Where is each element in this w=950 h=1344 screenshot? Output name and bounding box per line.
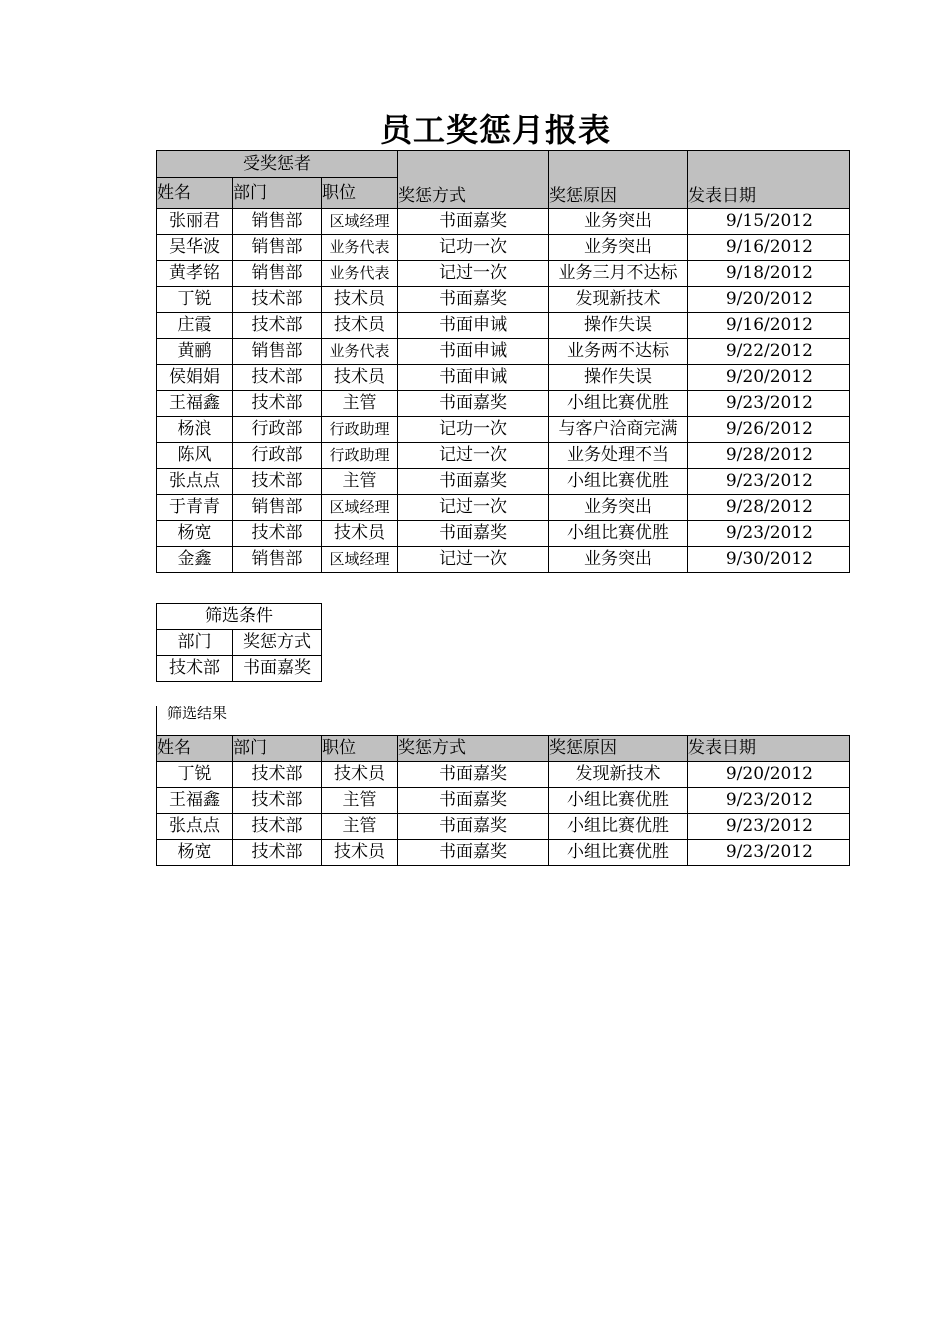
table-row [157,417,850,443]
cell-name: 庄霞 [157,313,233,339]
cell-name: 吴华波 [157,235,233,261]
cell-dept: 销售部 [233,547,322,573]
table-row [157,287,850,313]
table-row [157,814,850,840]
header-method: 奖惩方式 [398,151,549,209]
cell-position: 主管 [322,814,398,840]
cell-position: 技术员 [322,840,398,866]
filter-value-dept[interactable]: 技术部 [157,656,233,682]
filter-header-method: 奖惩方式 [233,630,322,656]
cell-reason: 操作失误 [549,313,688,339]
cell-dept: 技术部 [233,521,322,547]
filter-header-dept: 部门 [157,630,233,656]
group-header: 受奖惩者 [157,151,398,178]
cell-method: 书面申诫 [398,313,549,339]
table-row [157,762,850,788]
cell-method: 记过一次 [398,495,549,521]
cell-reason: 业务三月不达标 [549,261,688,287]
cell-name: 张点点 [157,469,233,495]
filter-criteria-table [156,603,322,682]
cell-method: 书面嘉奖 [398,287,549,313]
cell-dept: 行政部 [233,443,322,469]
result-header-method: 奖惩方式 [398,736,549,762]
cell-date: 9/23/2012 [688,788,850,814]
cell-dept: 销售部 [233,495,322,521]
cell-date: 9/23/2012 [688,840,850,866]
cell-dept: 技术部 [233,287,322,313]
header-reason: 奖惩原因 [549,151,688,209]
cell-method: 书面申诫 [398,365,549,391]
table-row [157,521,850,547]
cell-method: 记过一次 [398,547,549,573]
cell-name: 杨浪 [157,417,233,443]
cell-dept: 技术部 [233,788,322,814]
cell-method: 书面嘉奖 [398,762,549,788]
cell-date: 9/23/2012 [688,814,850,840]
cell-reason: 小组比赛优胜 [549,814,688,840]
table-row [157,339,850,365]
table-row [157,443,850,469]
result-header-position: 职位 [322,736,398,762]
cell-position: 技术员 [322,365,398,391]
cell-method: 书面嘉奖 [398,469,549,495]
cell-position: 主管 [322,391,398,417]
cell-name: 于青青 [157,495,233,521]
filter-value-method[interactable]: 书面嘉奖 [233,656,322,682]
cell-dept: 销售部 [233,209,322,235]
cell-method: 书面嘉奖 [398,840,549,866]
cell-position: 主管 [322,788,398,814]
cell-position: 区域经理 [322,209,398,235]
cell-dept: 技术部 [233,469,322,495]
cell-position: 区域经理 [322,495,398,521]
cell-method: 书面嘉奖 [398,814,549,840]
cell-date: 9/16/2012 [688,235,850,261]
result-label: 筛选结果 [156,706,237,736]
table-row [157,313,850,339]
cell-date: 9/28/2012 [688,443,850,469]
cell-method: 书面嘉奖 [398,788,549,814]
cell-reason: 业务两不达标 [549,339,688,365]
cell-name: 丁锐 [157,762,233,788]
table-row [157,547,850,573]
cell-dept: 技术部 [233,365,322,391]
cell-reason: 小组比赛优胜 [549,840,688,866]
cell-method: 记功一次 [398,235,549,261]
cell-position: 主管 [322,469,398,495]
cell-date: 9/15/2012 [688,209,850,235]
cell-name: 杨宽 [157,521,233,547]
cell-position: 业务代表 [322,339,398,365]
cell-name: 黄孝铭 [157,261,233,287]
header-dept: 部门 [233,178,322,209]
cell-method: 书面嘉奖 [398,209,549,235]
table-row [157,495,850,521]
cell-dept: 销售部 [233,261,322,287]
cell-date: 9/16/2012 [688,313,850,339]
cell-position: 技术员 [322,287,398,313]
cell-date: 9/20/2012 [688,365,850,391]
result-header-dept: 部门 [233,736,322,762]
cell-reason: 小组比赛优胜 [549,391,688,417]
cell-position: 技术员 [322,313,398,339]
cell-date: 9/28/2012 [688,495,850,521]
cell-reason: 小组比赛优胜 [549,788,688,814]
cell-date: 9/23/2012 [688,521,850,547]
cell-name: 金鑫 [157,547,233,573]
cell-position: 业务代表 [322,235,398,261]
cell-name: 黄鹂 [157,339,233,365]
cell-name: 丁锐 [157,287,233,313]
cell-reason: 发现新技术 [549,762,688,788]
cell-reason: 业务突出 [549,235,688,261]
cell-reason: 小组比赛优胜 [549,521,688,547]
cell-method: 记过一次 [398,443,549,469]
cell-date: 9/20/2012 [688,287,850,313]
cell-date: 9/18/2012 [688,261,850,287]
cell-position: 行政助理 [322,443,398,469]
result-header-date: 发表日期 [688,736,850,762]
table-row [157,235,850,261]
table-row [157,391,850,417]
header-name: 姓名 [157,178,233,209]
cell-dept: 技术部 [233,814,322,840]
cell-dept: 技术部 [233,840,322,866]
cell-name: 王福鑫 [157,788,233,814]
result-header-name: 姓名 [157,736,233,762]
cell-name: 杨宽 [157,840,233,866]
cell-reason: 操作失误 [549,365,688,391]
rewards-table [156,150,850,573]
cell-position: 业务代表 [322,261,398,287]
header-date: 发表日期 [688,151,850,209]
cell-date: 9/23/2012 [688,391,850,417]
cell-dept: 销售部 [233,235,322,261]
cell-position: 技术员 [322,762,398,788]
result-header-reason: 奖惩原因 [549,736,688,762]
cell-dept: 技术部 [233,762,322,788]
cell-method: 记功一次 [398,417,549,443]
filter-result-table [156,735,850,866]
cell-reason: 发现新技术 [549,287,688,313]
cell-position: 行政助理 [322,417,398,443]
cell-name: 王福鑫 [157,391,233,417]
cell-position: 区域经理 [322,547,398,573]
cell-reason: 小组比赛优胜 [549,469,688,495]
page-title: 员工奖惩月报表 [380,111,612,149]
cell-method: 书面嘉奖 [398,391,549,417]
cell-name: 陈风 [157,443,233,469]
cell-position: 技术员 [322,521,398,547]
filter-result-body [157,762,850,866]
table-row [157,261,850,287]
table-row [157,209,850,235]
cell-reason: 业务处理不当 [549,443,688,469]
cell-method: 书面申诫 [398,339,549,365]
cell-date: 9/20/2012 [688,762,850,788]
cell-date: 9/26/2012 [688,417,850,443]
cell-reason: 业务突出 [549,209,688,235]
cell-date: 9/23/2012 [688,469,850,495]
filter-title: 筛选条件 [157,604,322,630]
cell-dept: 行政部 [233,417,322,443]
cell-date: 9/30/2012 [688,547,850,573]
cell-name: 张点点 [157,814,233,840]
table-row [157,840,850,866]
cell-reason: 业务突出 [549,547,688,573]
table-row [157,788,850,814]
cell-method: 记过一次 [398,261,549,287]
cell-date: 9/22/2012 [688,339,850,365]
cell-reason: 业务突出 [549,495,688,521]
cell-dept: 技术部 [233,313,322,339]
cell-name: 侯娟娟 [157,365,233,391]
cell-dept: 技术部 [233,391,322,417]
rewards-table-body [157,209,850,573]
table-row [157,365,850,391]
header-position: 职位 [322,178,398,209]
cell-dept: 销售部 [233,339,322,365]
cell-name: 张丽君 [157,209,233,235]
table-row [157,469,850,495]
cell-method: 书面嘉奖 [398,521,549,547]
cell-reason: 与客户洽商完满 [549,417,688,443]
